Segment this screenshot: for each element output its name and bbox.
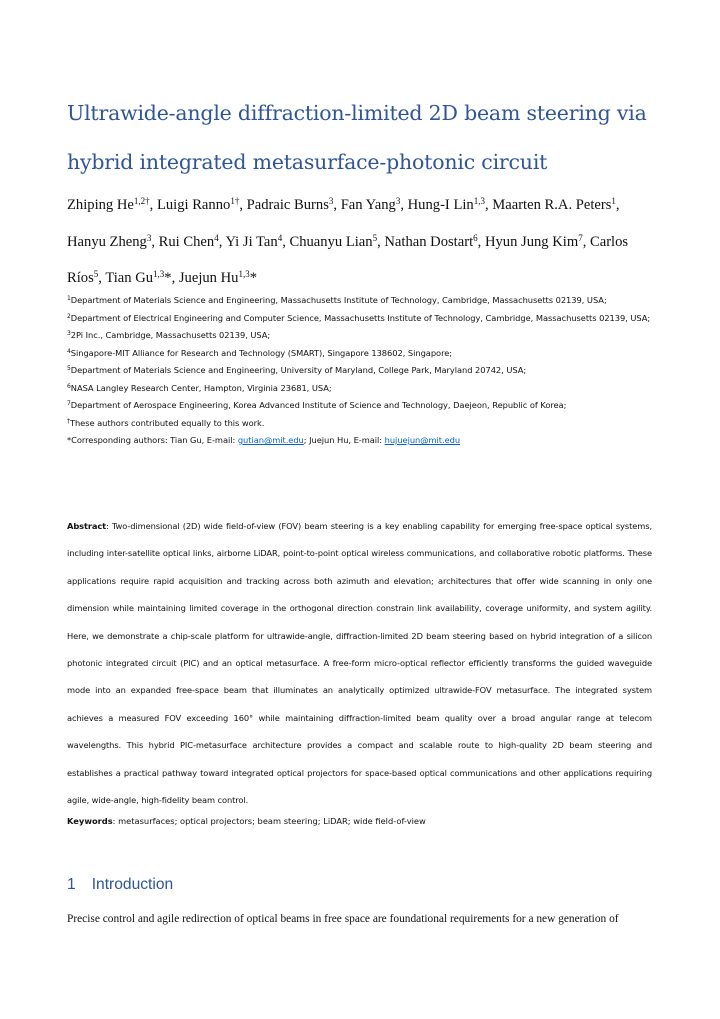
author-name: Yi Ji Tan <box>225 234 278 250</box>
author-name: Carlos <box>589 234 629 250</box>
author: Zhiping $He^{1,2\dagger}$, <box>67 196 157 213</box>
affiliation: $^7$Department of Aerospace Engineering, Korea Advanced Institute of Science and Technology, Daejeon, Republic of Korea; <box>67 400 567 410</box>
section-title: Introduction <box>91 876 174 893</box>
author: Ríos$^5$, <box>67 269 106 286</box>
affiliation: $^6$NASA Langley Research Center, Hampton, Virginia 23681, USA; <box>67 382 332 393</box>
author: Padraic Burns$^3$, <box>246 196 341 213</box>
corresponding-authors: *Corresponding authors: Tian Gu, E-mail: gutian@mit.edu; Juejun Hu, E-mail: hujuejun@mit.edu <box>67 435 461 445</box>
abstract-text: : Two-dimensional (2D) wide field-of-view (FOV) beam steering is a key enabling capability for emerging free-space optical systems, including inter-satellite optical links, airborne LiDAR, point-to-point optical wireless communications, and collaborative robotic platforms. These applications require rapid acquisition and tracking across both azimuth and elevation; architectures that offer wide scanning in only one dimension while maintaining limited coverage in the orthogonal direction constrain link availability, coverage uniformity, and system agility. Here, we demonstrate a chip-scale platform for ultrawide-angle, diffraction-limited 2D beam steering based on hybrid integration of a silicon photonic integrated circuit (PIC) and an optical metasurface. A free-form micro-optical reflector efficiently transforms the guided waveguide mode into an expanded free-space beam that illuminates an analytically optimized ultrawide-FOV metasurface. The integrated system achieves a measured FOV exceeding 160° while maintaining diffraction-limited beam quality over a broad angular range at telecom wavelengths. This hybrid PIC-metasurface architecture provides a compact and scalable route to high-quality 2D beam steering and establishes a practical pathway toward integrated optical projectors for space-based optical communications and other applications requiring agile, wide-angle, high-fidelity beam control. <box>67 521 652 806</box>
keywords-label: Keywords <box>67 816 113 826</box>
author-affiliation-marker: 1,3 <box>473 196 485 206</box>
author-name: Padraic Burns <box>246 197 329 213</box>
author-affiliation-marker: 1† <box>230 196 240 206</box>
author-name: Chuanyu Lian <box>289 234 373 250</box>
paper-title-line-1: Ultrawide-angle diffraction-limited 2D beam steering via <box>67 101 647 125</box>
author-affiliation-marker: 1,2† <box>133 196 150 206</box>
author-name: Luigi Ranno <box>156 197 231 213</box>
author: Juejun Hu$^{1,3}$* <box>178 269 258 286</box>
author-name: Maarten R.A. Peters <box>492 197 612 213</box>
keywords <box>67 816 652 826</box>
keywords-text: : metasurfaces; optical projectors; beam steering; LiDAR; wide field-of-view <box>112 816 426 826</box>
affiliation: $^5$Department of Materials Science and Engineering, University of Maryland, College Park, Maryland 20742, USA; <box>67 365 527 375</box>
author-name: Nathan Dostart <box>384 234 474 250</box>
author-affiliation-marker: 6 <box>473 233 478 243</box>
author-name: Juejun Hu <box>178 270 239 286</box>
author-line-3 <box>67 270 667 287</box>
author-name: Hanyu Zheng <box>67 234 147 250</box>
author: Yi Ji Tan$^4$, <box>225 233 290 250</box>
author-name: Rui Chen <box>158 234 215 250</box>
author-affiliation-marker: 4 <box>277 233 283 243</box>
equal-contribution-note: †These authors contributed equally to this work. <box>67 417 265 428</box>
author-name: Hung-I Lin <box>407 197 474 213</box>
body-paragraph: Precise control and agile redirection of optical beams in free space are foundational requirements for a new generation of <box>67 913 619 925</box>
author-affiliation-marker: 3 <box>328 196 334 206</box>
author: Tian Gu$^{1,3}$*, <box>105 269 179 286</box>
author-affiliation-marker: 1,3 <box>153 269 165 279</box>
affiliation: $^2$Department of Electrical Engineering and Computer Science, Massachusetts Institute of Technology, Cambridge, Massachusetts 02139, USA; <box>67 312 651 323</box>
author-name: Zhiping He <box>67 197 134 213</box>
author: Hung-I Lin$^{1,3}$, <box>407 196 493 213</box>
affiliation: $^1$Department of Materials Science and Engineering, Massachusetts Institute of Technology, Cambridge, Massachusetts 02139, USA; <box>67 295 607 305</box>
affiliation: $^4$Singapore-MIT Alliance for Research and Technology (SMART), Singapore 138602, Singapore; <box>67 347 453 358</box>
author-affiliation-marker: 1 <box>611 196 616 206</box>
author: Chuanyu Lian$^5$, <box>289 233 385 250</box>
author-line-2 <box>67 234 667 251</box>
affiliation: $^3$2Pi Inc., Cambridge, Massachusetts 02139, USA; <box>67 330 271 340</box>
author-name: Fan Yang <box>340 197 396 213</box>
author: Maarten R.A. Peters$^1$, <box>492 196 620 213</box>
email-link-hujuejun[interactable]: hujuejun@mit.edu <box>384 435 461 445</box>
author-affiliation-marker: 5 <box>372 233 378 243</box>
author-name: Hyun Jung Kim <box>484 234 579 250</box>
author-affiliation-marker: 7 <box>578 233 583 243</box>
paper-title-line-2: hybrid integrated metasurface-photonic circuit <box>67 150 548 174</box>
author: Hyun Jung Kim$^7$, <box>484 233 590 250</box>
section-number: 1 <box>67 876 76 893</box>
author-line-1 <box>67 197 667 214</box>
author: Luigi Ranno$^{1\dagger}$, <box>156 196 247 213</box>
author: Fan Yang$^3$, <box>340 196 408 213</box>
author: Rui Chen$^4$, <box>158 233 226 250</box>
author-name: Ríos <box>67 270 94 286</box>
author: Nathan Dostart$^6$, <box>384 233 485 250</box>
author: Hanyu Zheng$^3$, <box>67 233 159 250</box>
affiliations <box>67 294 657 452</box>
section-heading-introduction <box>67 876 173 894</box>
email-link-gutian[interactable]: gutian@mit.edu <box>237 435 304 445</box>
author <box>590 234 628 250</box>
author-affiliation-marker: 3 <box>146 233 152 243</box>
author-affiliation-marker: 1,3 <box>238 269 250 279</box>
abstract <box>67 513 652 814</box>
abstract-label: Abstract <box>67 521 107 531</box>
author-name: Tian Gu <box>105 270 154 286</box>
author-affiliation-marker: 5 <box>93 269 99 279</box>
author-affiliation-marker: 3 <box>395 196 401 206</box>
author-affiliation-marker: 4 <box>214 233 219 243</box>
